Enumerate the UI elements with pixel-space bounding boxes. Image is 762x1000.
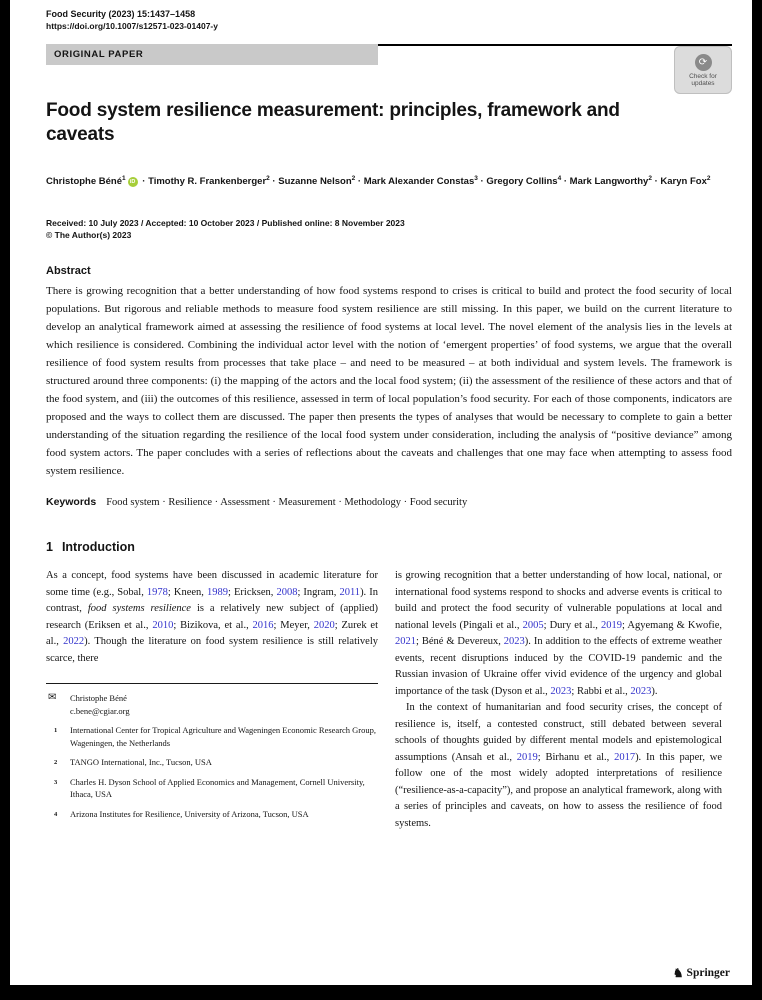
- footnote-rule: [46, 683, 378, 684]
- citation-link[interactable]: 1989: [207, 586, 229, 598]
- keyword-items: Food system · Resilience · Assessment · Measurement · Methodology · Food security: [106, 497, 468, 509]
- citation-link[interactable]: 2008: [276, 586, 298, 598]
- citation-link[interactable]: 2021: [395, 636, 416, 648]
- springer-logo: [673, 967, 730, 979]
- citation-link[interactable]: 2017: [614, 751, 636, 763]
- author: Gregory Collins$^4$: [486, 175, 562, 188]
- section-label: Introduction: [61, 540, 135, 555]
- section-heading-introduction: [46, 540, 732, 554]
- author: Suzanne Nelson$^2$: [278, 175, 356, 188]
- affiliation-item: 2 TANGO International, Inc., Tucson, USA: [54, 757, 212, 768]
- right-column: [395, 568, 722, 832]
- affiliation-item: 1 International Center for Tropical Agriculture and Wageningen Economic Research Group, Wageningen, the Netherlands: [54, 725, 377, 748]
- section-number: 1: [46, 540, 53, 555]
- citation-link[interactable]: 2010: [152, 619, 174, 631]
- abstract-text: There is growing recognition that a better understanding of how food systems respond to crises is critical to build and protect the food security of local populations. But rigorous and reliable methods to measure food system resilience are still missing. In this paper, we build on the current literature to develop an analytical framework aimed at assessing the resilience of food systems at local level. The novel element of the analysis lies in the levels at which resilience is considered. Combining the individual actor level with the notion of ‘emergent properties’ of food systems, we argue that the overall resilience of food system results from processes that take place – and need to be measured – at both individual and system levels. The framework is structured around three components: (i) the mapping of the actors and the local food system; (ii) the assessment of the resilience of these actors and that of the food system, and (iii) the outcomes of this resilience, assessed in term of local population’s food security. For each of those components, indicators are proposed and the ways to collect them are discussed. The paper then presents the types of analyses that would be necessary to complete to gain a better understanding of the situation regarding the resilience of the local food system under consideration, including the analysis of “positive deviance” among food system actors. The paper concludes with a series of reflections about the caveats and challenges that one may face when attempting to assess food system resilience.: [46, 285, 732, 478]
- citation-link[interactable]: 2005: [522, 619, 544, 631]
- citation-link[interactable]: 2016: [252, 619, 274, 631]
- citation-link[interactable]: 2019: [600, 619, 622, 631]
- affiliation-list: [46, 724, 378, 820]
- paper-page: [10, 0, 752, 985]
- springer-horse-icon: ♞: [672, 966, 684, 980]
- citation-link[interactable]: 2023: [630, 685, 652, 697]
- citation-link[interactable]: 2022: [63, 636, 85, 648]
- correspondence-email[interactable]: c.bene@cgiar.org: [70, 705, 130, 716]
- author-separator: ·: [269, 176, 279, 188]
- doi-link[interactable]: https://doi.org/10.1007/s12571-023-01407-y: [46, 21, 218, 31]
- publisher-name: Springer: [686, 967, 730, 979]
- envelope-icon: ✉: [48, 692, 57, 704]
- author: Mark Alexander Constas$^3$: [363, 175, 478, 188]
- received-line: Received: 10 July 2023 / Accepted: 10 October 2023 / Published online: 8 November 2023: [46, 218, 405, 229]
- intro-right-paragraph-2: In the context of humanitarian and food security crises, the concept of resilience is, itself, a contested construct, still debated between several schools of thoughts guided by different mental models and epistemological assumptions (Ansah et al., 2019; Birhanu et al., 2017). In this paper, we follow one of the most widely adopted interpretations of resilience (“resilience-as-a-capacity”), and propose an analytical framework, along with a series of principles and caveats, on how to assess the resilience of food systems.: [395, 702, 722, 829]
- copyright-line: © The Author(s) 2023: [46, 230, 132, 241]
- author-separator: ·: [651, 176, 661, 188]
- intro-left-paragraph: As a concept, food systems have been discussed in academic literature for some time (e.g., Sobal, 1978; Kneen, 1989; Ericksen, 2008; Ingram, 2011). In contrast, food systems resilience is a relatively new subject of (applied) research (Eriksen et al., 2010; Bizikova, et al., 2016; Meyer, 2020; Zurek et al., 2022). Though the literature on food system resilience is still relatively scarce, there: [46, 570, 378, 664]
- author: Mark Langworthy$^2$: [569, 175, 652, 188]
- author-separator: ·: [139, 176, 149, 188]
- two-column-body: [46, 568, 732, 832]
- author: Christophe Béné$^1$: [46, 175, 126, 188]
- abstract-heading: Abstract: [46, 265, 91, 278]
- author: Karyn Fox$^2$: [660, 175, 711, 188]
- citation-link[interactable]: 1978: [146, 586, 168, 598]
- orcid-icon[interactable]: iD: [128, 177, 138, 187]
- author-separator: ·: [477, 176, 487, 188]
- citation-link[interactable]: 2019: [516, 751, 538, 763]
- check-for-updates-label: Check for updates: [689, 72, 717, 87]
- citation-link[interactable]: 2020: [313, 619, 335, 631]
- keywords-row: [46, 496, 732, 508]
- journal-reference: Food Security (2023) 15:1437–1458: [46, 9, 196, 19]
- crossmark-icon: ⟳: [695, 54, 712, 71]
- affiliation-item: 4 Arizona Institutes for Resilience, University of Arizona, Tucson, USA: [54, 808, 309, 819]
- left-column: [46, 568, 378, 832]
- check-for-updates-badge[interactable]: [674, 46, 732, 94]
- page-title: Food system resilience measurement: principles, framework and caveats: [46, 100, 620, 145]
- keywords-label: Keywords: [46, 496, 97, 509]
- correspondence-block: [46, 692, 378, 717]
- citation-link[interactable]: 2023: [503, 636, 525, 648]
- author-separator: ·: [355, 176, 364, 188]
- article-type-banner-row: [46, 41, 732, 63]
- article-dates: [46, 217, 732, 241]
- author-list: [46, 172, 746, 189]
- author: Timothy R. Frankenberger$^2$: [148, 175, 270, 188]
- correspondence-name: Christophe Béné: [70, 693, 127, 704]
- citation-link[interactable]: 2023: [550, 685, 572, 697]
- affiliation-item: 3 Charles H. Dyson School of Applied Economics and Management, Cornell University, Ithaca, USA: [54, 776, 365, 800]
- citation-link[interactable]: 2011: [339, 586, 361, 598]
- intro-right-paragraph-1: is growing recognition that a better understanding of how local, national, or international food systems respond to shocks and adverse events is critical to build and protect the food security of vulnerable populations at local and national levels (Pingali et al., 2005; Dury et al., 2019; Agyemang & Kwofie, 2021; Béné & Devereux, 2023). In addition to the effects of extreme weather events, recent disruptions induced by the COVID-19 pandemic and the Russian invasion of Ukraine offer vivid evidence of the urgency and global importance of the task (Dyson et al., 2023; Rabbi et al., 2023).: [395, 570, 722, 697]
- article-type-banner: ORIGINAL PAPER: [46, 44, 378, 65]
- author-separator: ·: [561, 176, 570, 188]
